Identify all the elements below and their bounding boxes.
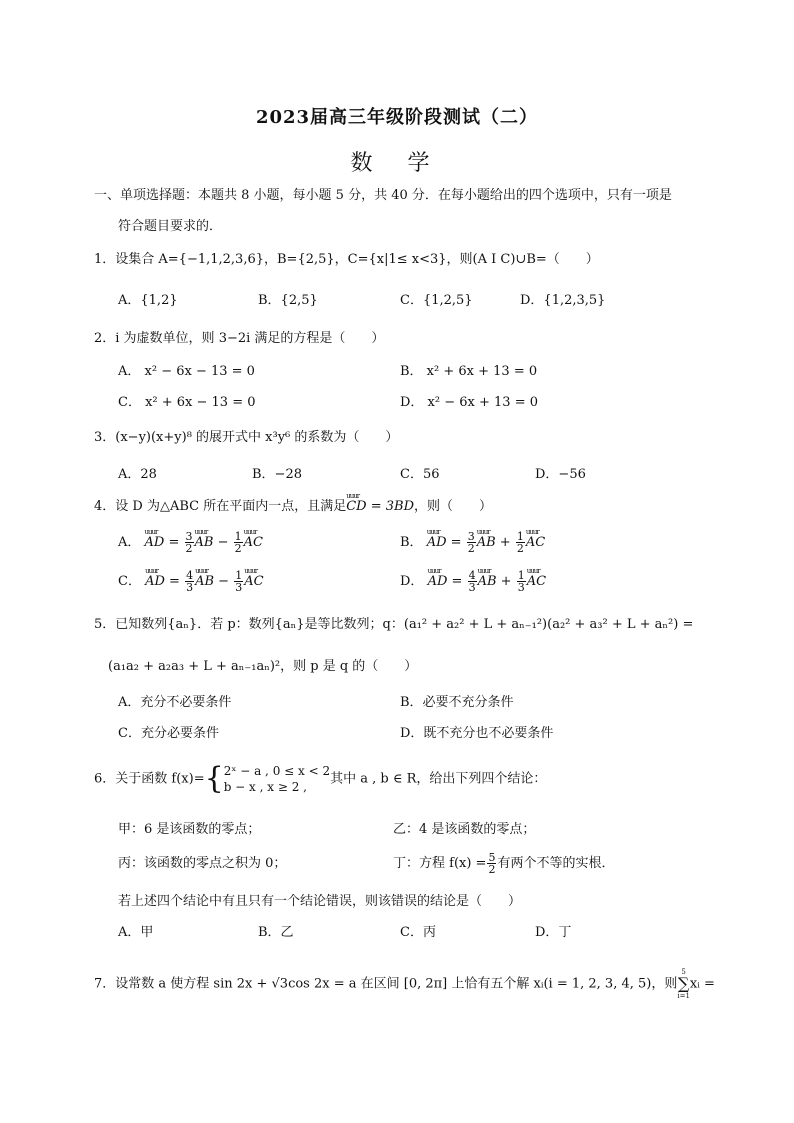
q5-option-d: D．既不充分也不必要条件: [400, 726, 554, 741]
q1-option-d: D．{1,2,3,5}: [520, 293, 606, 308]
q5-option-a: A．充分不必要条件: [118, 695, 232, 710]
q1-option-a: A．{1,2}: [118, 293, 178, 308]
q1-option-b: B．{2,5}: [258, 293, 318, 308]
q2-option-c: C． x² + 6x − 13 = 0: [118, 395, 256, 410]
q2-option-d: D． x² − 6x + 13 = 0: [400, 395, 538, 410]
piecewise-cases: 2ˣ − a , 0 ≤ x < 2 b − x , x ≥ 2 ,: [223, 764, 331, 794]
q4-option-d: D． uuur AD = $\frac{4}{3}$ uuur AB + $\frac{1}{3}$ uuur AC: [400, 570, 546, 593]
q3-option-d: D．−56: [535, 467, 586, 482]
subject-title: 数 学: [350, 151, 444, 176]
brace-symbol: {: [204, 761, 224, 796]
q6-option-c: C．丙: [400, 925, 436, 940]
section-heading: 一、单项选择题：本题共 8 小题，每小题 5 分，共 40 分．在每小题给出的四个选项中，只有一项是: [94, 188, 672, 203]
vector-equation: uuur CD = 3BD: [346, 498, 414, 516]
question-2-stem: 2．i 为虚数单位，则 3−2i 满足的方程是（ ）: [94, 331, 385, 346]
q1-option-c: C．{1,2,5}: [400, 293, 473, 308]
page-title: 2023届高三年级阶段测试（二）: [255, 107, 539, 128]
q3-option-b: B．−28: [252, 467, 302, 482]
question-3-stem: 3．(x−y)(x+y)⁸ 的展开式中 x³y⁶ 的系数为（ ）: [94, 430, 399, 445]
q5-option-c: C．充分必要条件: [118, 726, 219, 741]
statement-yi: 乙：4 是该函数的零点；: [393, 822, 536, 837]
q2-option-b: B． x² + 6x + 13 = 0: [400, 364, 538, 379]
statement-ding: 丁：方程 f(x) = $\frac{5}{2}$ 有两个不等的实根．: [393, 851, 615, 876]
section-heading-cont: 符合题目要求的．: [118, 219, 223, 234]
question-7-stem: 7．设常数 a 使方程 sin 2x + √3cos 2x = a 在区间 [0, 2π] 上恰有五个解 xᵢ(i = 1, 2, 3, 4, 5)，则 5 ∑ i=1 xᵢ =: [94, 968, 715, 1000]
question-6-stem: 6．关于函数 f(x)={ 2ˣ − a , 0 ≤ x < 2 b − x , x ≥ 2 , 其中 a , b ∈ R，给出下列四个结论：: [94, 761, 547, 796]
statement-jia: 甲：6 是该函数的零点；: [118, 822, 261, 837]
q6-option-b: B．乙: [258, 925, 294, 940]
q5-option-b: B．必要不充分条件: [400, 695, 514, 710]
statement-bing: 丙：该函数的零点之积为 0；: [118, 856, 287, 871]
question-5-stem: 5．已知数列{aₙ}．若 p：数列{aₙ}是等比数列；q：(a₁² + a₂² + L + aₙ₋₁²)(a₂² + a₃² + L + aₙ²) =: [94, 617, 694, 632]
q6-option-a: A．甲: [118, 925, 154, 940]
q3-option-a: A．28: [118, 467, 157, 482]
question-6-note: 若上述四个结论中有且只有一个结论错误，则该错误的结论是（ ）: [118, 894, 522, 909]
summation-symbol: 5 ∑ i=1: [677, 968, 690, 1000]
question-4-stem: 4．设 D 为△ABC 所在平面内一点，且满足uuur CD = 3BD，则（ ）: [94, 498, 492, 516]
question-1-stem: 1．设集合 A={−1,1,2,3,6}，B={2,5}，C={x|1≤ x<3}，则(A I C)∪B=（ ）: [94, 252, 599, 267]
q4-option-c: C． uuur AD = $\frac{4}{3}$ uuur AB − $\frac{1}{3}$ uuur AC: [118, 570, 264, 593]
q2-option-a: A． x² − 6x − 13 = 0: [118, 364, 255, 379]
q4-option-b: B． uuur AD = $\frac{3}{2}$ uuur AB + $\frac{1}{2}$ uuur AC: [400, 531, 545, 554]
question-5-stem-cont: (a₁a₂ + a₂a₃ + L + aₙ₋₁aₙ)²，则 p 是 q 的（ ）: [108, 659, 418, 674]
q4-option-a: A． uuur AD = $\frac{3}{2}$ uuur AB − $\frac{1}{2}$ uuur AC: [118, 531, 263, 554]
q6-option-d: D．丁: [535, 925, 572, 940]
q3-option-c: C．56: [400, 467, 440, 482]
